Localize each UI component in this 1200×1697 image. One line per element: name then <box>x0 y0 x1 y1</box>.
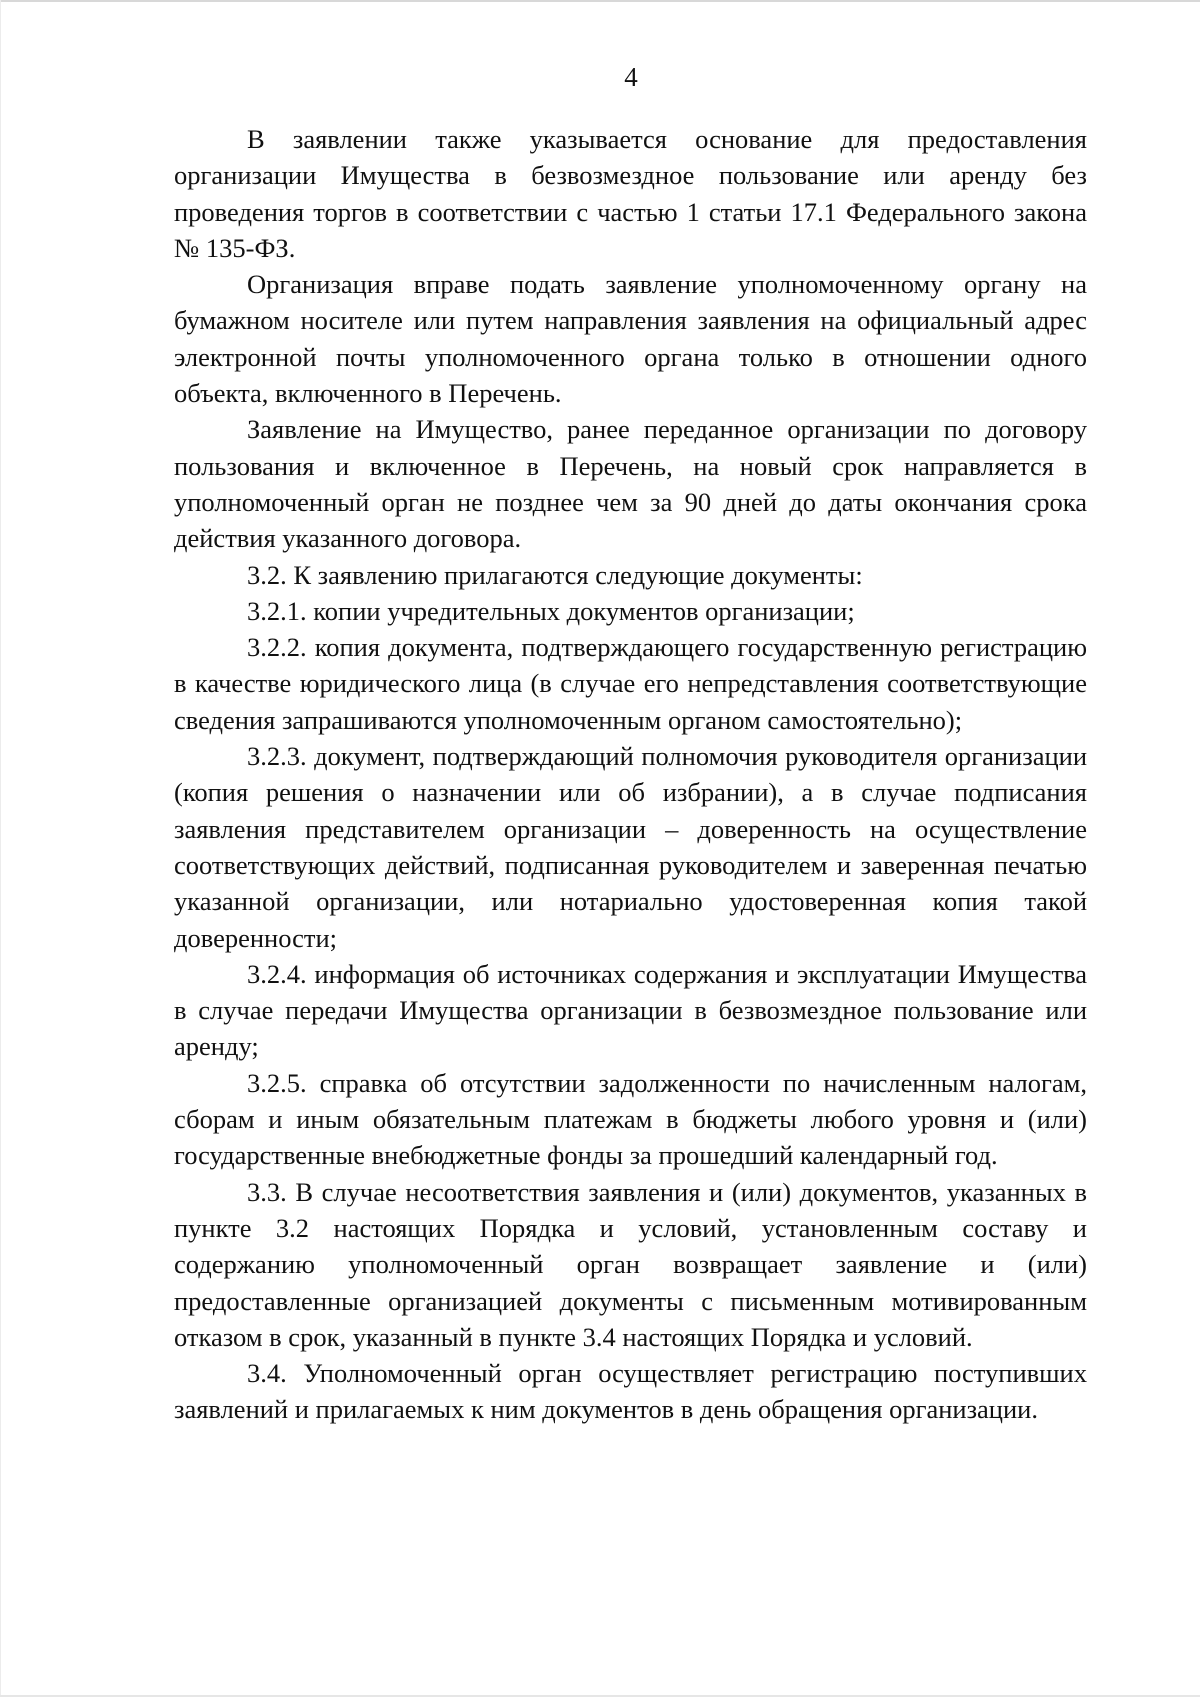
paragraph-renewal-deadline: Заявление на Имущество, ранее переданное организации по договору пользования и включенное в Перечень, на новый срок направляется в уполномоченный орган не позднее чем за 90 дней до даты окончания срока действия указанного договора. <box>174 414 1087 554</box>
scan-edge-left <box>0 0 1 1697</box>
paragraph-3-2-3: 3.2.3. документ, подтверждающий полномочия руководителя организации (копия решения о назначении или об избрании), а в случае подписания заявления представителем организации – доверенность на осуществление соответствующих действий, подписанная руководителем и заверенная печатью указанной организации, или нотариально удостоверенная копия такой доверенности; <box>174 741 1087 953</box>
paragraph-3-2-1: 3.2.1. копии учредительных документов организации; <box>247 595 855 626</box>
paragraph-3-4: 3.4. Уполномоченный орган осуществляет регистрацию поступивших заявлений и прилагаемых к ним документов в день обращения организации. <box>174 1358 1087 1425</box>
document-body <box>174 121 1087 1428</box>
paragraph-3-2-4: 3.2.4. информация об источниках содержания и эксплуатации Имущества в случае передачи Имущества организации в безвозмездное пользование или аренду; <box>174 958 1087 1062</box>
paragraph-basis-statement: В заявлении также указывается основание для предоставления организации Имущества в безвозмездное пользование или аренду без проведения торгов в соответствии с частью 1 статьи 17.1 Федерального закона № 135-ФЗ. <box>174 124 1087 263</box>
paragraph-3-2: 3.2. К заявлению прилагаются следующие документы: <box>247 559 863 590</box>
scan-edge-top <box>0 0 1200 2</box>
paragraph-3-2-2: 3.2.2. копия документа, подтверждающего государственную регистрацию в качестве юридического лица (в случае его непредставления соответствующие сведения запрашиваются уполномоченным органом самостоятельно); <box>174 632 1087 735</box>
paragraph-3-2-5: 3.2.5. справка об отсутствии задолженности по начисленным налогам, сборам и иным обязательным платежам в бюджеты любого уровня и (или) государственные внебюджетные фонды за прошедший календарный год. <box>174 1067 1087 1171</box>
paragraph-3-3: 3.3. В случае несоответствия заявления и (или) документов, указанных в пункте 3.2 настоящих Порядка и условий, установленным составу и содержанию уполномоченный орган возвращает заявление и (или) предоставленные организацией документы с письменным мотивированным отказом в срок, указанный в пункте 3.4 настоящих Порядка и условий. <box>174 1176 1087 1352</box>
paragraph-submission-method: Организация вправе подать заявление уполномоченному органу на бумажном носителе или путем направления заявления на официальный адрес электронной почты уполномоченного органа только в отношении одного объекта, включенного в Перечень. <box>174 269 1087 409</box>
page-number: 4 <box>624 62 638 92</box>
